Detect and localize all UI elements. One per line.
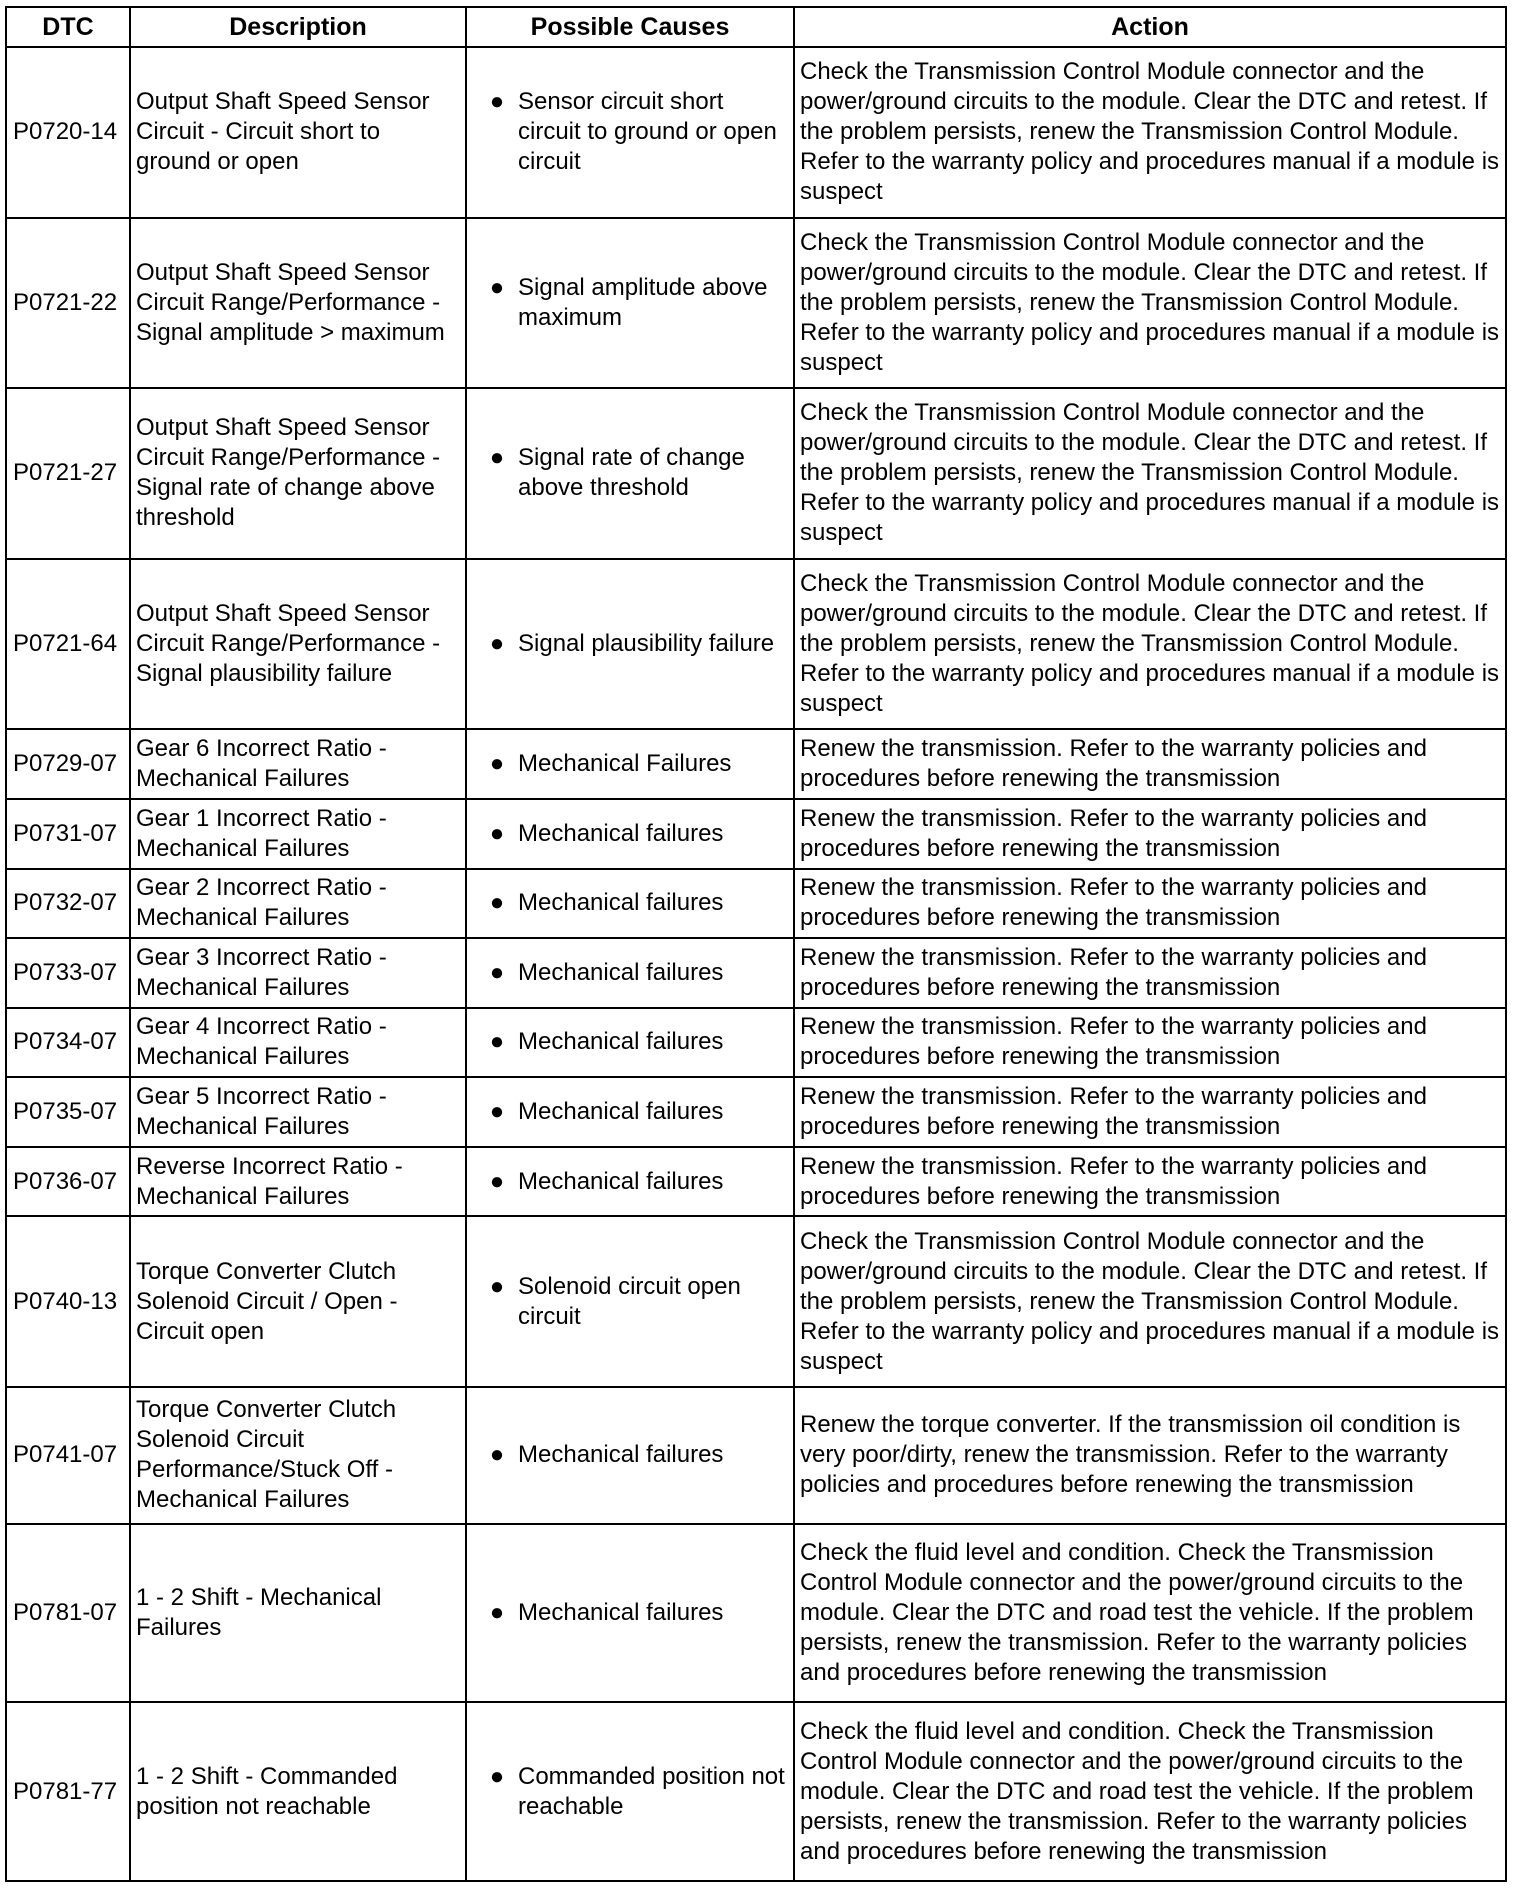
possible-causes-cell [466, 1524, 794, 1702]
cause-text: Commanded position not reachable [518, 1762, 785, 1820]
possible-causes-cell [466, 388, 794, 559]
dtc-code-cell: P0729-07 [6, 729, 130, 799]
description-cell: Output Shaft Speed Sensor Circuit Range/Performance - Signal amplitude > maximum [130, 218, 466, 389]
cause-item [472, 1272, 788, 1332]
action-cell: Check the Transmission Control Module connector and the power/ground circuits to the module. Clear the DTC and retest. If the problem persists, renew the Transmission Control Module. Refer to the warranty policy and procedures manual if a module is suspect [794, 1216, 1506, 1387]
possible-causes-cell [466, 1147, 794, 1217]
description-cell: Gear 2 Incorrect Ratio - Mechanical Failures [130, 869, 466, 939]
cause-item [472, 87, 788, 177]
action-cell: Renew the transmission. Refer to the warranty policies and procedures before renewing the transmission [794, 938, 1506, 1008]
description-cell: 1 - 2 Shift - Commanded position not reachable [130, 1702, 466, 1881]
dtc-code-cell: P0781-77 [6, 1702, 130, 1881]
action-cell: Renew the transmission. Refer to the warranty policies and procedures before renewing the transmission [794, 799, 1506, 869]
possible-causes-cell [466, 1008, 794, 1078]
possible-causes-cell [466, 559, 794, 730]
bullet-icon: ● [489, 1272, 505, 1300]
possible-causes-cell [466, 799, 794, 869]
table-row [6, 388, 1506, 559]
table-row [6, 1077, 1506, 1147]
table-row [6, 869, 1506, 939]
bullet-icon: ● [489, 889, 505, 917]
cause-item [472, 1762, 788, 1822]
possible-causes-cell [466, 47, 794, 218]
table-row [6, 1008, 1506, 1078]
cause-item [472, 749, 788, 779]
action-cell: Check the Transmission Control Module connector and the power/ground circuits to the module. Clear the DTC and retest. If the problem persists, renew the Transmission Control Module. Refer to the warranty policy and procedures manual if a module is suspect [794, 218, 1506, 389]
action-cell: Renew the torque converter. If the transmission oil condition is very poor/dirty, renew the transmission. Refer to the warranty policies and procedures before renewing the transmission [794, 1387, 1506, 1524]
dtc-code-cell: P0741-07 [6, 1387, 130, 1524]
bullet-icon: ● [489, 1441, 505, 1469]
cause-text: Mechanical failures [518, 889, 724, 917]
cause-item [472, 1167, 788, 1197]
cause-text: Mechanical failures [518, 1167, 724, 1195]
cause-text: Signal amplitude above maximum [518, 273, 768, 331]
table-row [6, 1387, 1506, 1524]
cause-item [472, 1097, 788, 1127]
header-possible-causes: Possible Causes [466, 7, 794, 47]
cause-text: Sensor circuit short circuit to ground or open circuit [518, 88, 777, 176]
table-row [6, 559, 1506, 730]
dtc-code-cell: P0721-64 [6, 559, 130, 730]
description-cell: Output Shaft Speed Sensor Circuit Range/Performance - Signal plausibility failure [130, 559, 466, 730]
table-row [6, 1147, 1506, 1217]
action-cell: Renew the transmission. Refer to the warranty policies and procedures before renewing the transmission [794, 869, 1506, 939]
description-cell: Output Shaft Speed Sensor Circuit - Circuit short to ground or open [130, 47, 466, 218]
action-cell: Check the fluid level and condition. Check the Transmission Control Module connector and the power/ground circuits to the module. Clear the DTC and road test the vehicle. If the problem persists, renew the transmission. Refer to the warranty policies and procedures before renewing the transmission [794, 1524, 1506, 1702]
cause-item [472, 888, 788, 918]
dtc-code-cell: P0721-22 [6, 218, 130, 389]
cause-item [472, 958, 788, 988]
cause-text: Mechanical failures [518, 819, 724, 847]
dtc-code-cell: P0734-07 [6, 1008, 130, 1078]
cause-text: Mechanical failures [518, 1098, 724, 1126]
bullet-icon: ● [489, 958, 505, 986]
possible-causes-cell [466, 1077, 794, 1147]
cause-text: Mechanical failures [518, 1441, 724, 1469]
bullet-icon: ● [489, 1028, 505, 1056]
table-row [6, 47, 1506, 218]
cause-text: Solenoid circuit open circuit [518, 1272, 741, 1330]
possible-causes-cell [466, 218, 794, 389]
action-cell: Renew the transmission. Refer to the warranty policies and procedures before renewing the transmission [794, 1077, 1506, 1147]
cause-item [472, 443, 788, 503]
table-row [6, 1216, 1506, 1387]
dtc-code-cell: P0735-07 [6, 1077, 130, 1147]
action-cell: Check the Transmission Control Module connector and the power/ground circuits to the module. Clear the DTC and retest. If the problem persists, renew the Transmission Control Module. Refer to the warranty policy and procedures manual if a module is suspect [794, 388, 1506, 559]
bullet-icon: ● [489, 819, 505, 847]
dtc-code-cell: P0720-14 [6, 47, 130, 218]
description-cell: Reverse Incorrect Ratio - Mechanical Failures [130, 1147, 466, 1217]
bullet-icon: ● [489, 273, 505, 301]
description-cell: Gear 5 Incorrect Ratio - Mechanical Failures [130, 1077, 466, 1147]
cause-item [472, 629, 788, 659]
possible-causes-cell [466, 1702, 794, 1881]
bullet-icon: ● [489, 1098, 505, 1126]
bullet-icon: ● [489, 750, 505, 778]
possible-causes-cell [466, 1387, 794, 1524]
description-cell: Gear 6 Incorrect Ratio - Mechanical Failures [130, 729, 466, 799]
action-cell: Check the fluid level and condition. Check the Transmission Control Module connector and the power/ground circuits to the module. Clear the DTC and road test the vehicle. If the problem persists, renew the transmission. Refer to the warranty policies and procedures before renewing the transmission [794, 1702, 1506, 1881]
possible-causes-cell [466, 938, 794, 1008]
dtc-code-cell: P0740-13 [6, 1216, 130, 1387]
bullet-icon: ● [489, 1762, 505, 1790]
bullet-icon: ● [489, 444, 505, 472]
description-cell: Output Shaft Speed Sensor Circuit Range/Performance - Signal rate of change above threshold [130, 388, 466, 559]
header-description: Description [130, 7, 466, 47]
header-dtc: DTC [6, 7, 130, 47]
action-cell: Renew the transmission. Refer to the warranty policies and procedures before renewing the transmission [794, 729, 1506, 799]
possible-causes-cell [466, 869, 794, 939]
bullet-icon: ● [489, 630, 505, 658]
table-row [6, 1702, 1506, 1881]
table-row [6, 1524, 1506, 1702]
action-cell: Check the Transmission Control Module connector and the power/ground circuits to the module. Clear the DTC and retest. If the problem persists, renew the Transmission Control Module. Refer to the warranty policy and procedures manual if a module is suspect [794, 559, 1506, 730]
header-action: Action [794, 7, 1506, 47]
cause-text: Signal rate of change above threshold [518, 444, 745, 502]
dtc-table [5, 6, 1507, 1882]
table-row [6, 218, 1506, 389]
possible-causes-cell [466, 729, 794, 799]
cause-item [472, 1440, 788, 1470]
action-cell: Check the Transmission Control Module connector and the power/ground circuits to the module. Clear the DTC and retest. If the problem persists, renew the Transmission Control Module. Refer to the warranty policy and procedures manual if a module is suspect [794, 47, 1506, 218]
dtc-code-cell: P0731-07 [6, 799, 130, 869]
cause-text: Mechanical failures [518, 1599, 724, 1627]
dtc-code-cell: P0781-07 [6, 1524, 130, 1702]
table-row [6, 938, 1506, 1008]
description-cell: Gear 3 Incorrect Ratio - Mechanical Failures [130, 938, 466, 1008]
cause-text: Mechanical failures [518, 958, 724, 986]
description-cell: Gear 4 Incorrect Ratio - Mechanical Failures [130, 1008, 466, 1078]
table-body [6, 47, 1506, 1881]
cause-text: Mechanical failures [518, 1028, 724, 1056]
description-cell: Gear 1 Incorrect Ratio - Mechanical Failures [130, 799, 466, 869]
action-cell: Renew the transmission. Refer to the warranty policies and procedures before renewing the transmission [794, 1008, 1506, 1078]
bullet-icon: ● [489, 1167, 505, 1195]
cause-text: Mechanical Failures [518, 750, 732, 778]
cause-item [472, 1027, 788, 1057]
bullet-icon: ● [489, 1599, 505, 1627]
cause-item [472, 1598, 788, 1628]
dtc-code-cell: P0736-07 [6, 1147, 130, 1217]
table-row [6, 729, 1506, 799]
dtc-code-cell: P0733-07 [6, 938, 130, 1008]
cause-item [472, 819, 788, 849]
description-cell: Torque Converter Clutch Solenoid Circuit / Open - Circuit open [130, 1216, 466, 1387]
dtc-code-cell: P0732-07 [6, 869, 130, 939]
description-cell: Torque Converter Clutch Solenoid Circuit Performance/Stuck Off - Mechanical Failures [130, 1387, 466, 1524]
description-cell: 1 - 2 Shift - Mechanical Failures [130, 1524, 466, 1702]
table-row [6, 799, 1506, 869]
action-cell: Renew the transmission. Refer to the warranty policies and procedures before renewing the transmission [794, 1147, 1506, 1217]
dtc-code-cell: P0721-27 [6, 388, 130, 559]
bullet-icon: ● [489, 88, 505, 116]
cause-text: Signal plausibility failure [518, 630, 775, 658]
possible-causes-cell [466, 1216, 794, 1387]
header-row [6, 7, 1506, 47]
cause-item [472, 273, 788, 333]
